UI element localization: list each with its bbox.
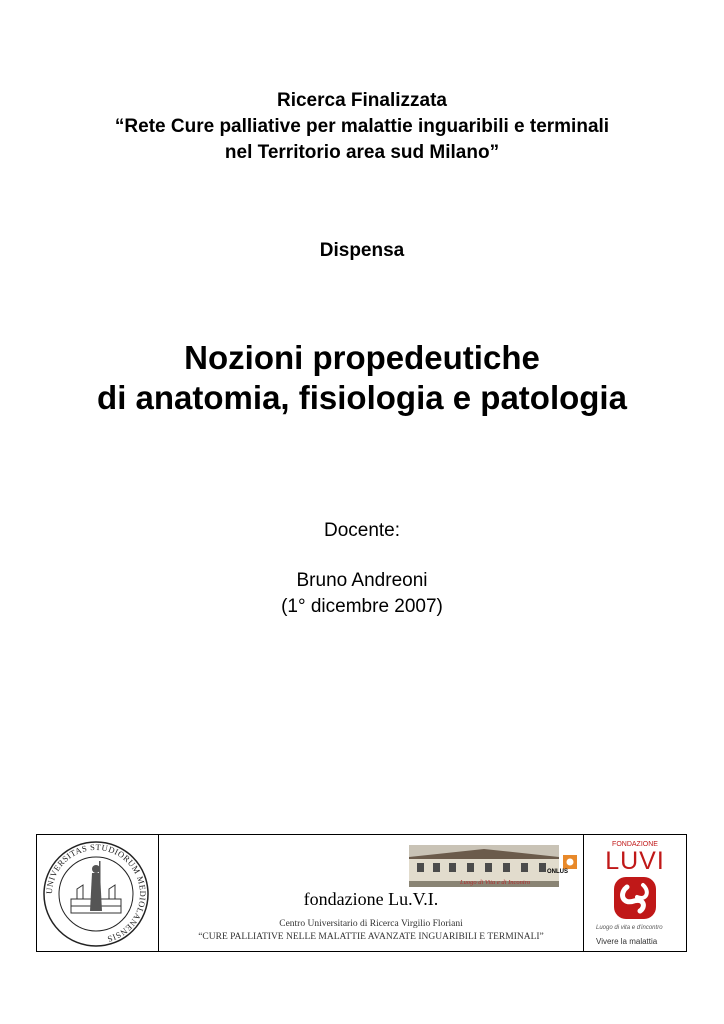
- foundation-cell: [159, 835, 584, 951]
- university-seal-cell: [37, 835, 159, 951]
- luvi-logo-text: LUVI: [605, 847, 665, 875]
- foundation-tagline: Luogo di Vita e di Incontro: [460, 879, 531, 886]
- logo-footer: [36, 834, 687, 952]
- title-line1: Nozioni propedeutiche: [184, 339, 540, 376]
- center-motto: “CURE PALLIATIVE NELLE MALATTIE AVANZATE INGUARIBILI E TERMINALI”: [198, 932, 544, 942]
- luvi-logo-cell: [584, 835, 686, 951]
- foundation-name: fondazione Lu.V.I.: [303, 889, 439, 909]
- author-name: Bruno Andreoni: [296, 570, 428, 591]
- luvi-emblem-icon: [610, 873, 660, 923]
- fondazione-label: FONDAZIONE: [612, 841, 658, 848]
- luvi-tagline: Luogo di vita e d'incontro: [596, 925, 663, 931]
- docente-label: Docente:: [323, 520, 401, 541]
- research-header: [0, 88, 724, 166]
- project-title-line1: “Rete Cure palliative per malattie inguaribili e terminali: [114, 116, 610, 137]
- author-block: [0, 568, 724, 620]
- seal-text: UNIVERSITAS STUDIORUM MEDIOLANENSIS: [43, 841, 149, 945]
- project-title-line2: nel Territorio area sud Milano”: [224, 142, 500, 163]
- research-center: Centro Universitario di Ricerca Virgilio Floriani: [279, 919, 463, 929]
- sun-logo-icon: [563, 855, 577, 869]
- page-title: [0, 338, 724, 418]
- onlus-label: ONLUS: [547, 869, 568, 875]
- title-line2: di anatomia, fisiologia e patologia: [97, 379, 627, 416]
- document-type: Dispensa: [319, 240, 405, 261]
- lecture-date: (1° dicembre 2007): [281, 596, 443, 617]
- luvi-motto: Vivere la malattia: [596, 937, 658, 946]
- university-seal-icon: [41, 839, 151, 949]
- research-type: Ricerca Finalizzata: [276, 90, 448, 111]
